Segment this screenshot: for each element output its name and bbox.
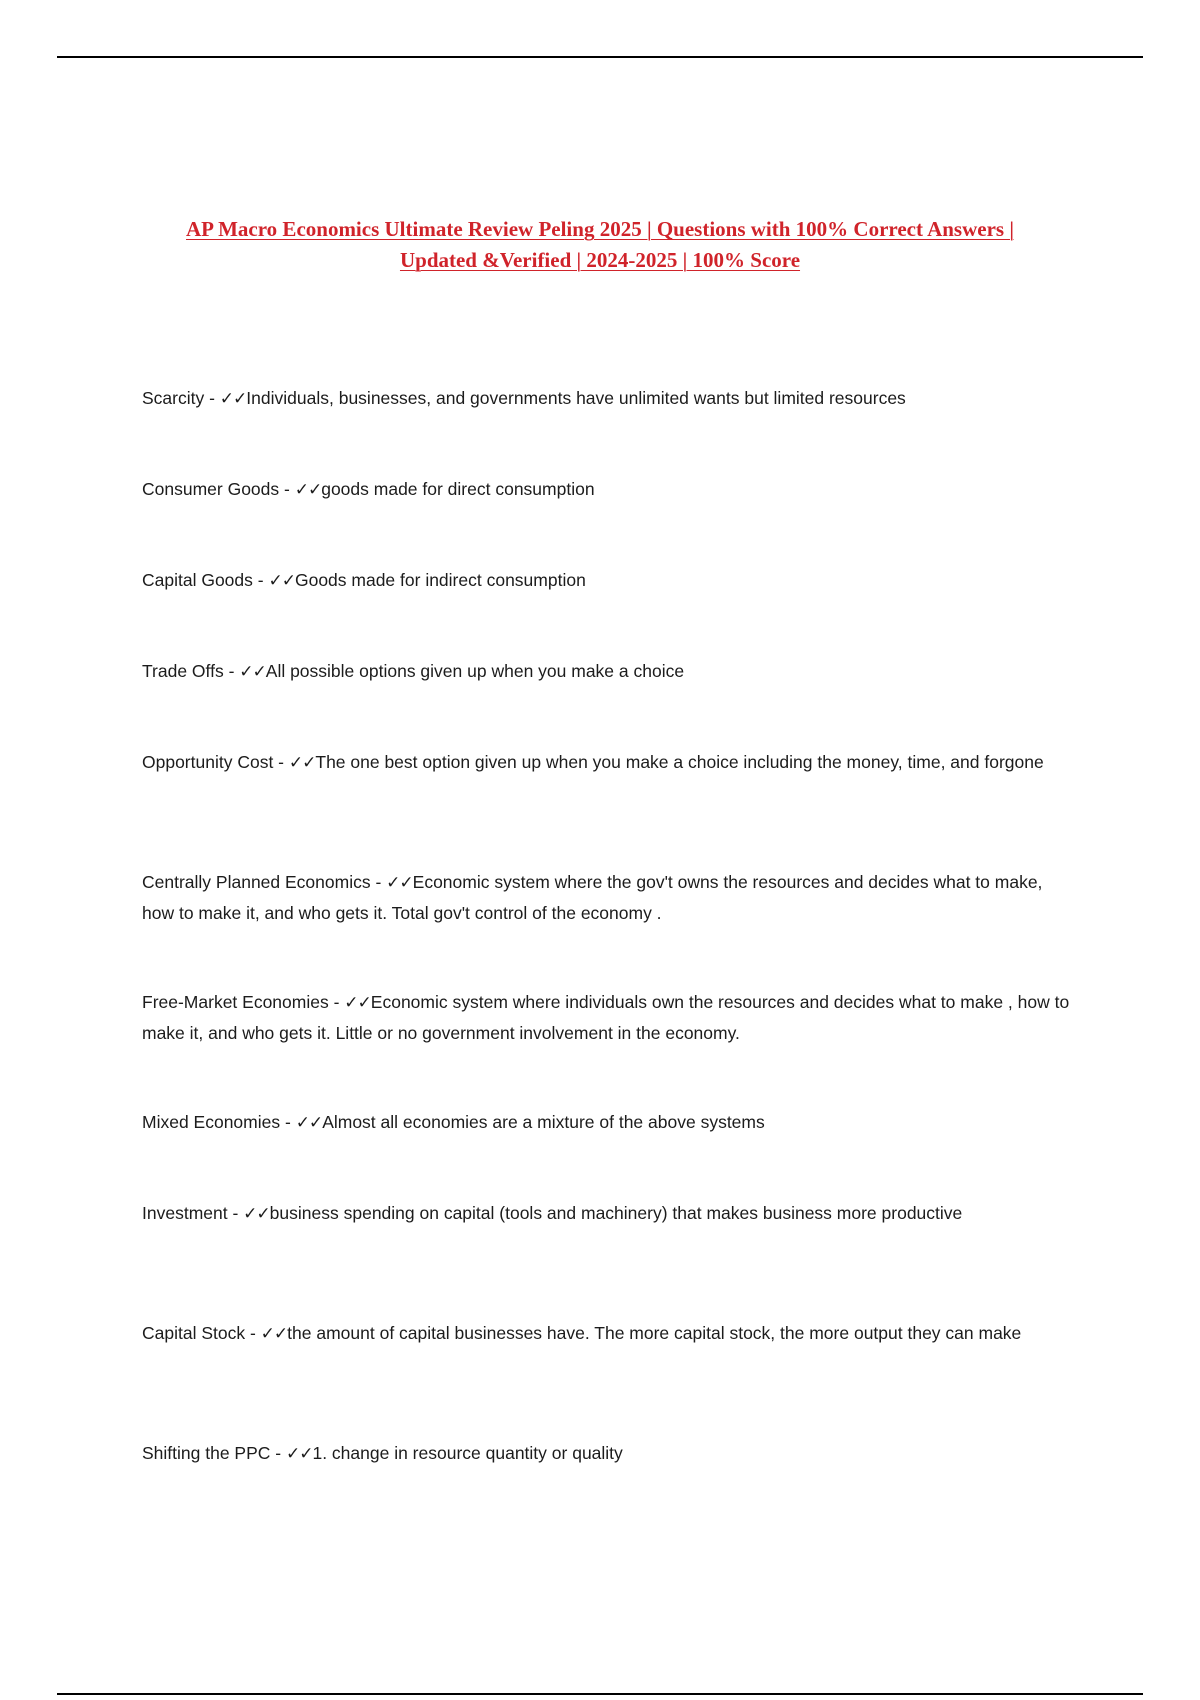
entry-separator: - xyxy=(280,1112,296,1132)
entry-mixed-economies xyxy=(142,1107,1072,1138)
entry-definition: Economic system where individuals own the resources and decides what to make , how to make it, and who gets it. Little or no government involvement in the economy. xyxy=(142,992,1070,1043)
entry-separator: - xyxy=(223,661,240,681)
entry-shifting-ppc xyxy=(142,1438,1072,1469)
double-check-icon: ✓✓ xyxy=(295,1113,323,1133)
double-check-icon: ✓✓ xyxy=(268,571,295,591)
header-rule xyxy=(57,56,1143,58)
entry-definition: Economic system where the gov't owns the resources and decides what to make, how to make it, and who gets it. Total gov't control of the economy . xyxy=(142,872,1043,923)
entry-separator: - xyxy=(204,388,220,408)
entry-term: Trade Offs xyxy=(142,661,224,681)
entry-separator: - xyxy=(270,1443,286,1463)
entry-free-market xyxy=(142,987,1072,1048)
double-check-icon: ✓✓ xyxy=(239,662,266,682)
double-check-icon: ✓✓ xyxy=(285,1444,313,1464)
entry-term: Opportunity Cost xyxy=(142,752,274,772)
entry-definition: Goods made for indirect consumption xyxy=(294,570,586,590)
entry-definition: the amount of capital businesses have. The more capital stock, the more output they can make xyxy=(287,1323,1022,1343)
entry-definition: goods made for direct consumption xyxy=(321,479,595,499)
entry-opportunity-cost xyxy=(142,747,1072,778)
entry-capital-goods xyxy=(142,565,1072,596)
entry-separator: - xyxy=(245,1323,261,1343)
entry-trade-offs xyxy=(142,656,1072,687)
entry-capital-stock xyxy=(142,1318,1072,1349)
double-check-icon: ✓✓ xyxy=(386,873,413,893)
entry-definition: Almost all economies are a mixture of the above systems xyxy=(322,1112,765,1132)
entry-separator: - xyxy=(328,992,345,1012)
double-check-icon: ✓✓ xyxy=(243,1204,270,1224)
entry-term: Mixed Economies xyxy=(142,1112,281,1132)
entry-term: Shifting the PPC xyxy=(142,1443,271,1463)
double-check-icon: ✓✓ xyxy=(288,753,316,773)
entry-term: Consumer Goods xyxy=(142,479,280,499)
document-title: AP Macro Economics Ultimate Review Peling 2025 | Questions with 100% Correct Answers | Updated &Verified | 2024-2025 | 100% Score xyxy=(186,217,1014,272)
entry-term: Investment xyxy=(142,1203,228,1223)
double-check-icon: ✓✓ xyxy=(294,480,322,500)
entry-separator: - xyxy=(370,872,387,892)
entry-separator: - xyxy=(273,752,289,772)
entry-scarcity xyxy=(142,383,1072,414)
entry-term: Capital Stock xyxy=(142,1323,246,1343)
entry-separator: - xyxy=(279,479,295,499)
entry-separator: - xyxy=(227,1203,244,1223)
entry-term: Free-Market Economies xyxy=(142,992,329,1012)
entry-definition: The one best option given up when you make a choice including the money, time, and forgone xyxy=(315,752,1044,772)
entry-term: Capital Goods xyxy=(142,570,253,590)
entry-term: Scarcity xyxy=(142,388,205,408)
entry-definition: 1. change in resource quantity or quality xyxy=(312,1443,623,1463)
entry-definition: All possible options given up when you make a choice xyxy=(265,661,685,681)
double-check-icon: ✓✓ xyxy=(260,1324,288,1344)
entry-definition: Individuals, businesses, and governments have unlimited wants but limited resources xyxy=(246,388,906,408)
double-check-icon: ✓✓ xyxy=(344,993,371,1013)
entry-centrally-planned xyxy=(142,867,1072,928)
footer-rule xyxy=(57,1693,1143,1695)
entry-separator: - xyxy=(252,570,269,590)
double-check-icon: ✓✓ xyxy=(219,389,247,409)
entry-consumer-goods xyxy=(142,474,1072,505)
entry-term: Centrally Planned Economics xyxy=(142,872,371,892)
entry-definition: business spending on capital (tools and machinery) that makes business more productive xyxy=(269,1203,963,1223)
entry-investment xyxy=(142,1198,1072,1229)
